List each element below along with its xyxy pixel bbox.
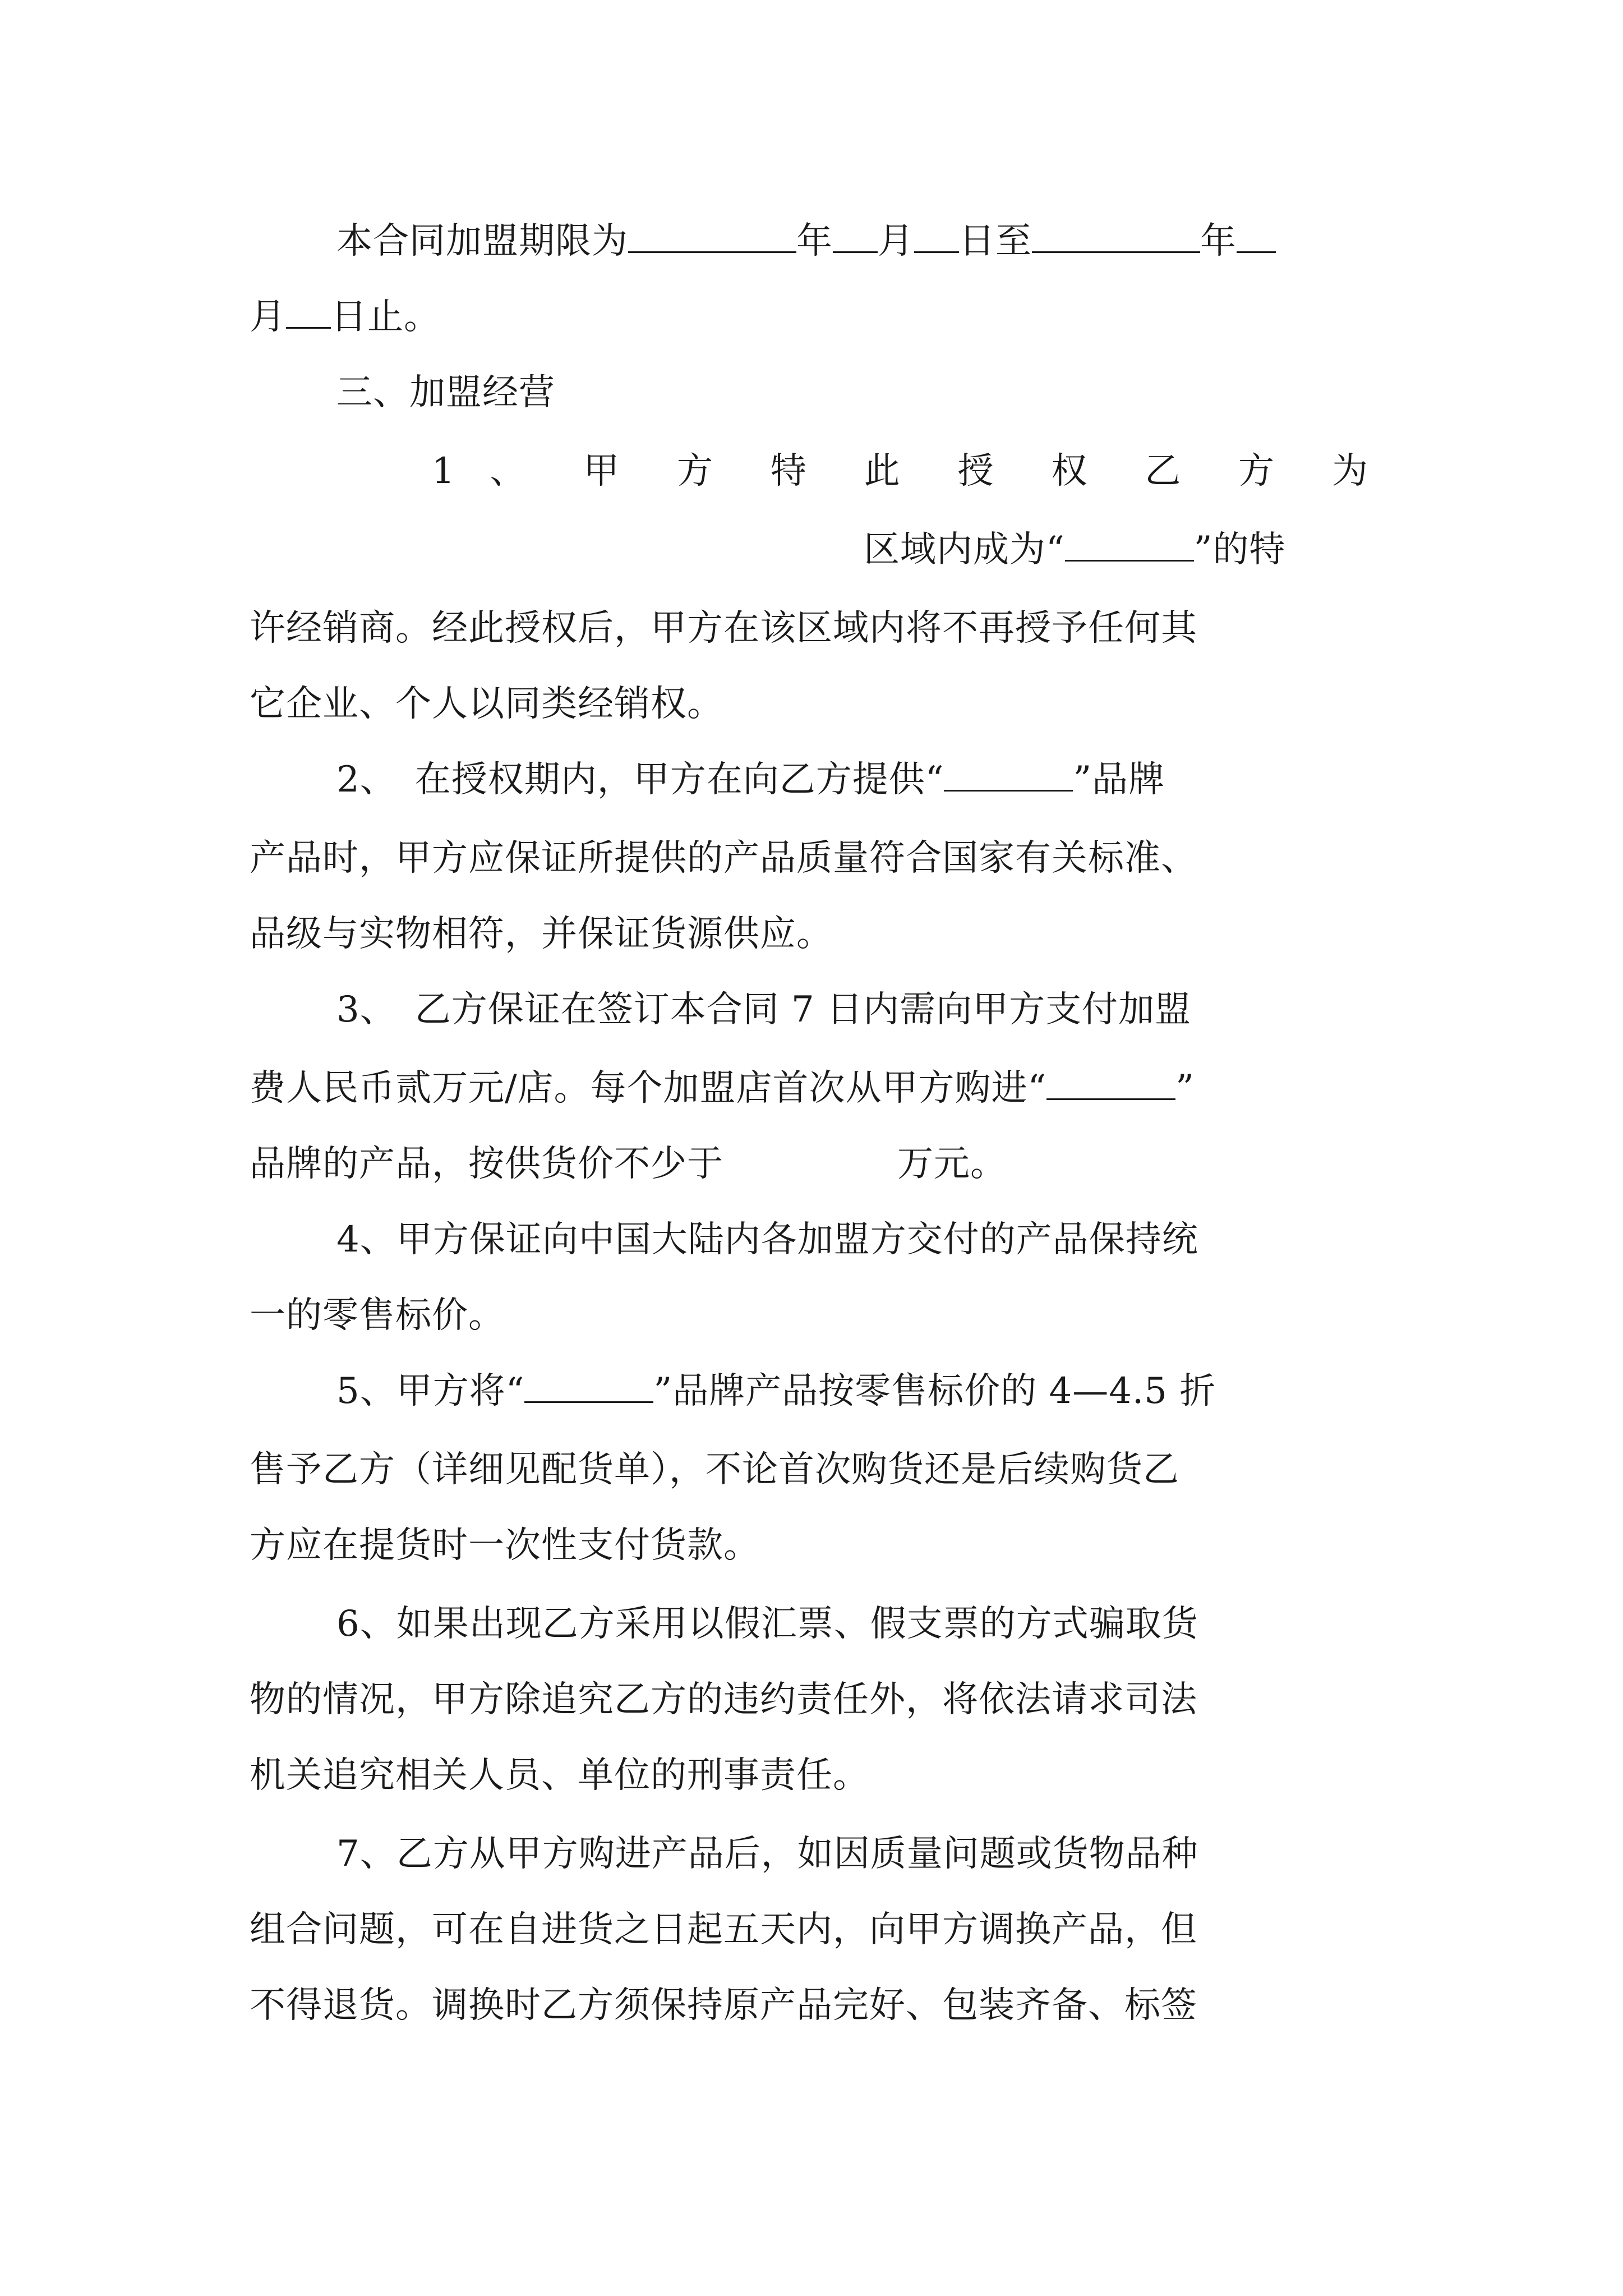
clause-7-line: 组合问题，可在自进货之日起五天内，向甲方调换产品，但: [250, 1909, 1197, 1950]
clause-1-line: 许经销商。经此授权后，甲方在该区域内将不再授予任何其: [250, 608, 1197, 649]
clause-2-line: 品级与实物相符，并保证货源供应。: [250, 913, 833, 955]
clause-3-line: [250, 1055, 1382, 1122]
brand-blank[interactable]: [944, 757, 1073, 792]
day-blank[interactable]: [914, 219, 959, 253]
end-day-label: 日止。: [331, 296, 440, 338]
end-day-blank[interactable]: [286, 295, 331, 329]
clause-5-text: 5、甲方将“: [336, 1370, 525, 1412]
clause-2-line: 产品时，甲方应保证所提供的产品质量符合国家有关标准、: [250, 838, 1197, 879]
clause-5-line: [336, 1358, 1385, 1425]
brand-blank[interactable]: [1065, 527, 1194, 562]
clause-5-line: 售予乙方（详细见配货单），不论首次购货还是后续购货乙: [250, 1449, 1179, 1490]
day-to-label: 日至: [959, 220, 1032, 262]
end-year-label: 年: [1200, 220, 1237, 262]
end-month-blank[interactable]: [1237, 219, 1276, 253]
month-label: 月: [878, 220, 914, 262]
term-line: [336, 208, 1385, 275]
clause-5-line: 方应在提货时一次性支付货款。: [250, 1525, 760, 1566]
month-blank[interactable]: [833, 219, 878, 253]
clause-1-line: 1 、 甲 方 特 此 授 权 乙 方 为: [432, 450, 1368, 492]
term-line-end: [250, 283, 1382, 351]
clause-2-text: ”品牌: [1073, 759, 1165, 800]
brand-blank[interactable]: [524, 1369, 653, 1403]
clause-6-line: 机关追究相关人员、单位的刑事责任。: [250, 1755, 869, 1796]
clause-1-line: [864, 516, 1385, 583]
section-heading: 三、加盟经营: [336, 372, 555, 413]
clause-7-line: 不得退货。调换时乙方须保持原产品完好、包装齐备、标签: [250, 1985, 1197, 2026]
clause-1-line: 它企业、个人以同类经销权。: [250, 683, 723, 725]
clause-1-text: ”的特: [1193, 529, 1286, 570]
clause-3-line: [250, 1130, 1382, 1198]
clause-3-line: 3、 乙方保证在签订本合同 7 日内需向甲方支付加盟: [336, 989, 1192, 1030]
clause-7-line: 7、乙方从甲方购进产品后，如因质量问题或货物品种: [336, 1833, 1198, 1875]
clause-4-line: 一的零售标价。: [250, 1295, 505, 1336]
clause-1-text: 区域内成为“: [864, 529, 1065, 570]
clause-3-text: 品牌的产品，按供货价不少于: [250, 1143, 723, 1185]
clause-3-text: 万元。: [897, 1143, 1007, 1185]
year-blank[interactable]: [628, 219, 796, 253]
end-month-label: 月: [250, 296, 286, 338]
year-label: 年: [796, 220, 833, 262]
clause-4-line: 4、甲方保证向中国大陆内各加盟方交付的产品保持统: [336, 1219, 1198, 1260]
clause-5-text: ”品牌产品按零售标价的 4—4.5 折: [653, 1370, 1216, 1412]
end-year-blank[interactable]: [1032, 219, 1200, 253]
clause-2-line: [336, 746, 1385, 813]
clause-3-text: 费人民币贰万元/店。每个加盟店首次从甲方购进“: [250, 1068, 1047, 1109]
clause-2-text: 2、 在授权期内，甲方在向乙方提供“: [336, 759, 944, 800]
clause-6-line: 6、如果出现乙方采用以假汇票、假支票的方式骗取货: [336, 1603, 1198, 1645]
term-text: 本合同加盟期限为: [336, 220, 628, 262]
brand-blank[interactable]: [1046, 1066, 1175, 1100]
clause-6-line: 物的情况，甲方除追究乙方的违约责任外，将依法请求司法: [250, 1679, 1197, 1720]
clause-3-text: ”: [1175, 1068, 1195, 1109]
